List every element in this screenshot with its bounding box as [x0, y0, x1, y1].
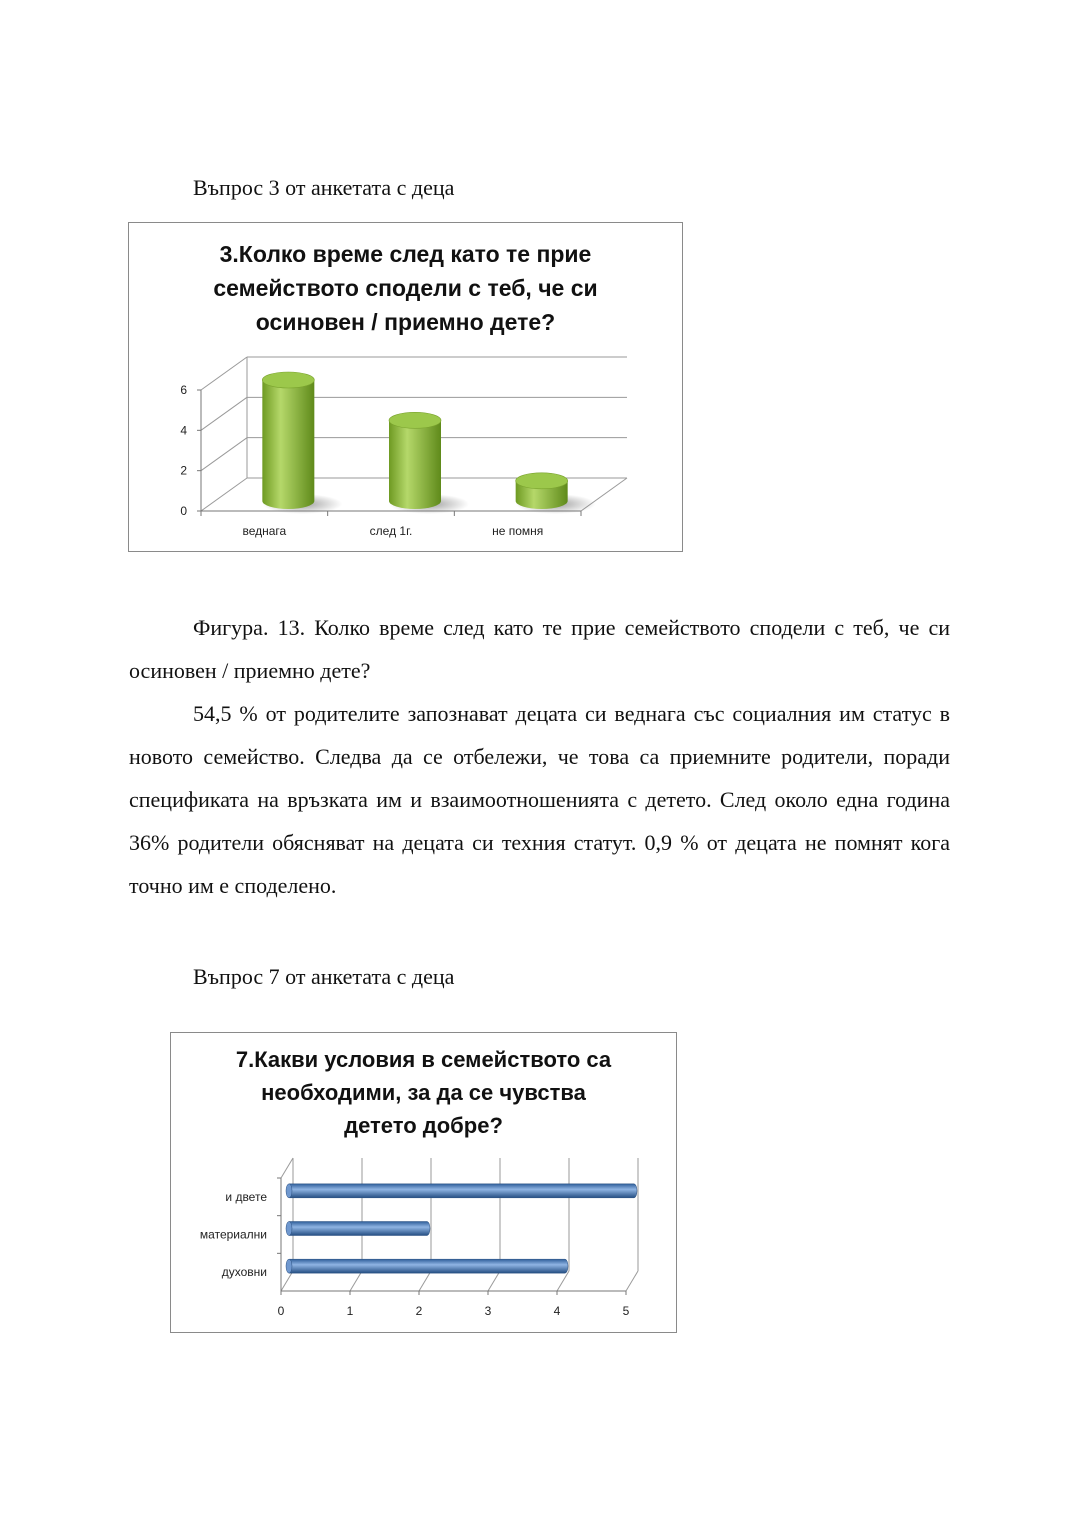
- chart-3-title-line: 3.Колко време след като те прие: [219, 241, 592, 267]
- y-tick-label: духовни: [221, 1265, 267, 1280]
- bar-cylinder-end: [286, 1259, 292, 1273]
- chart-question-3: [128, 222, 683, 552]
- bar-cylinder: [389, 420, 441, 509]
- body-paragraph: [129, 692, 950, 907]
- side-wall-edge: [281, 1158, 293, 1178]
- x-tick-label: 5: [622, 1304, 630, 1318]
- bar-cylinder-end: [286, 1184, 292, 1198]
- figure-caption-text: Фигура. 13. Колко време след като те прие семейството сподели с теб, че си осиновен / приемно дете?: [129, 615, 950, 683]
- floor-gridline: [419, 1271, 431, 1291]
- x-tick-label: 0: [277, 1304, 285, 1318]
- chart-7-title-line: детето добре?: [344, 1113, 503, 1138]
- y-tick-label: материални: [199, 1227, 267, 1242]
- x-tick-label: 4: [553, 1304, 561, 1318]
- side-gridline: [201, 397, 247, 430]
- floor-gridline: [281, 1271, 293, 1291]
- bar-cylinder: [289, 1184, 637, 1198]
- bar-cylinder-top: [516, 473, 568, 489]
- bar-cylinder: [262, 380, 314, 509]
- x-tick-label: след 1г.: [369, 524, 413, 538]
- y-tick-label: 0: [180, 504, 187, 518]
- chart-7-plot: [171, 1033, 676, 1332]
- floor-gridline: [626, 1271, 638, 1291]
- section-heading-question-3: Въпрос 3 от анкетата с деца: [193, 175, 455, 200]
- y-tick-label: 6: [180, 383, 187, 397]
- side-gridline: [201, 438, 247, 471]
- chart-3-title-line: осиновен / приемно дете?: [255, 309, 556, 335]
- side-gridline: [201, 478, 247, 511]
- bar-cylinder-end: [286, 1222, 292, 1236]
- section-heading-question-7: Въпрос 7 от анкетата с деца: [193, 964, 455, 989]
- chart-3-title-line: семейството сподели с теб, че си: [213, 275, 598, 301]
- x-tick-label: 3: [484, 1304, 492, 1318]
- figure-caption: [129, 606, 950, 692]
- chart-question-7: [170, 1032, 677, 1333]
- x-tick-label: 2: [415, 1304, 423, 1318]
- floor-gridline: [488, 1271, 500, 1291]
- y-tick-label: 2: [180, 463, 187, 478]
- y-tick-label: и двете: [225, 1189, 267, 1204]
- body-paragraph-text: 54,5 % от родителите запознават децата си веднага със социалния им статус в новото семейство. Следва да се отбележи, че това са приемните родители, поради спецификата на връзката им и взаимоотношенията с детето. След около една година 36% родители обясняват на децата си техния статут. 0,9 % от децата не помнят кога точно им е споделено.: [129, 701, 950, 898]
- y-tick-label: 4: [180, 423, 187, 438]
- x-tick-label: не помня: [492, 524, 544, 538]
- bar-cylinder-top: [262, 372, 314, 388]
- side-gridline: [201, 357, 247, 390]
- bar-cylinder: [289, 1259, 568, 1273]
- chart-7-title-line: 7.Какви условия в семейството са: [235, 1047, 612, 1072]
- chart-7-title-line: необходими, за да се чувства: [261, 1080, 586, 1105]
- floor-gridline: [557, 1271, 569, 1291]
- x-tick-label: веднага: [242, 524, 287, 538]
- x-tick-label: 1: [346, 1304, 354, 1318]
- bar-cylinder: [289, 1222, 430, 1236]
- bar-cylinder-top: [389, 412, 441, 428]
- floor-gridline: [350, 1271, 362, 1291]
- chart-3-plot: [129, 223, 682, 551]
